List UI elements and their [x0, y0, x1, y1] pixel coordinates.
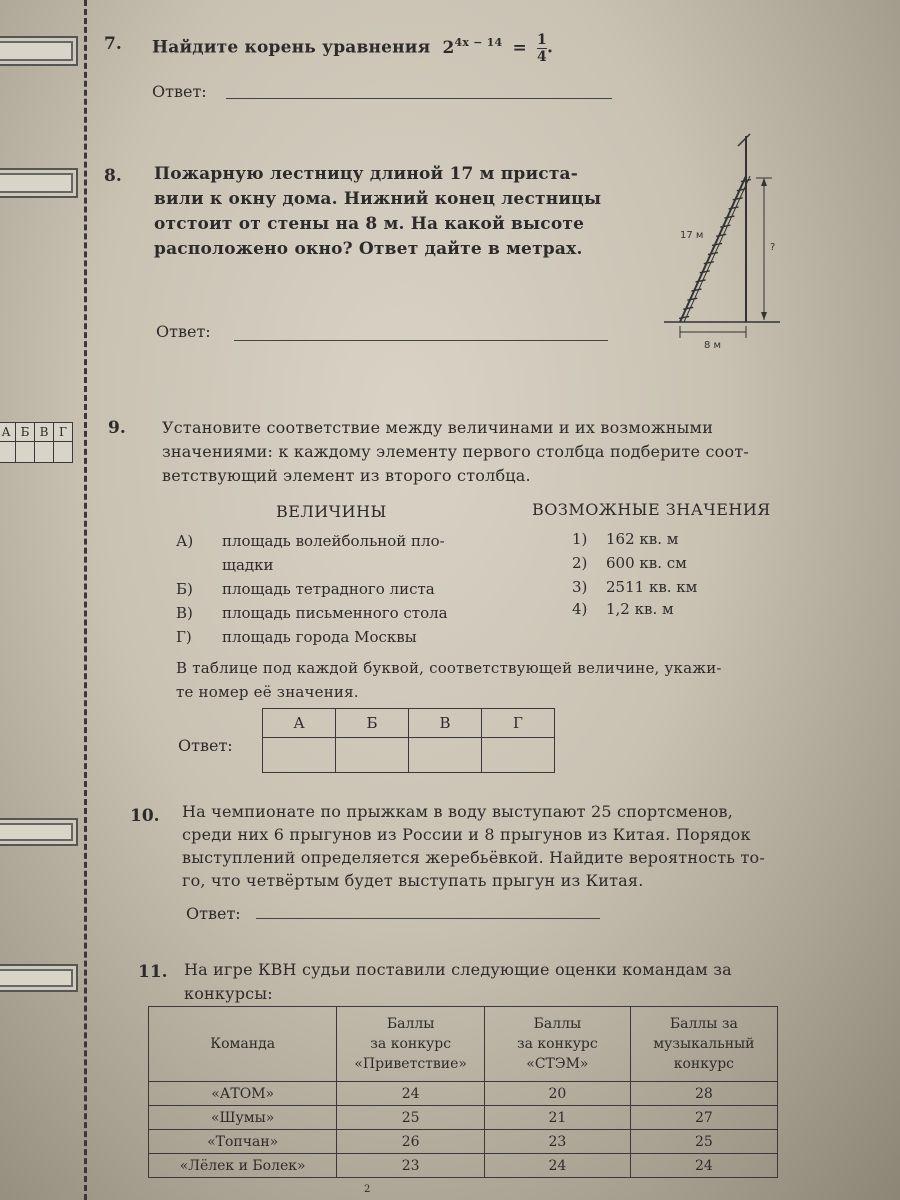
- q9-right-item: 2511 кв. км: [606, 578, 698, 596]
- q9-right-key: 1): [572, 530, 588, 548]
- q9-line-1: Установите соответствие между величинами и их возможными: [162, 418, 714, 437]
- ladder-rung: [691, 289, 701, 291]
- q11-cell: 25: [337, 1106, 485, 1130]
- margin-grid-letter: Б: [16, 423, 35, 442]
- q11-cell: 24: [337, 1082, 485, 1106]
- q10-line-3: выступлений определяется жеребьёвкой. Найдите вероятность то-: [182, 848, 765, 867]
- q10-line-2: среди них 6 прыгунов из России и 8 прыгунов из Китая. Порядок: [182, 825, 751, 844]
- q11-cell: «Лёлек и Болек»: [149, 1154, 337, 1178]
- ladder-length-label: 17 м: [680, 230, 704, 241]
- q11-header-cell: Команда: [149, 1007, 337, 1082]
- margin-grid-cell[interactable]: [16, 442, 35, 463]
- q9-table-letter: Г: [482, 709, 555, 738]
- margin-grid-cell[interactable]: [54, 442, 73, 463]
- q9-left-item: площадь тетрадного листа: [222, 580, 435, 598]
- q8-answer-label: Ответ:: [156, 322, 211, 341]
- q11-cell: 24: [630, 1154, 777, 1178]
- q11-line-2: конкурсы:: [184, 984, 273, 1003]
- ladder-rung: [712, 243, 722, 245]
- table-row: [149, 1106, 778, 1130]
- q9-table-cell[interactable]: [336, 738, 409, 773]
- q7-text: Найдите корень уравнения $2^{4x - 14}$ = $\frac{1}{4}$ .: [152, 31, 554, 65]
- base-label: 8 м: [704, 340, 722, 351]
- q9-column-2-title: ВОЗМОЖНЫЕ ЗНАЧЕНИЯ: [532, 500, 771, 519]
- q9-text: [162, 416, 749, 488]
- q9-number: 9.: [108, 418, 126, 438]
- q9-right-item: 162 кв. м: [606, 530, 679, 548]
- q9-left-item: площадь волейбольной пло-: [222, 532, 445, 550]
- q11-cell: 21: [485, 1106, 631, 1130]
- q9-table-letter: А: [263, 709, 336, 738]
- q9-note-1: В таблице под каждой буквой, соответствующей величине, укажи-: [176, 659, 722, 677]
- ladder-rung: [700, 271, 710, 273]
- ladder-rung: [720, 225, 730, 227]
- table-row: [149, 1082, 778, 1106]
- q7-exponent: 4x − 14: [454, 36, 503, 49]
- q7-fraction: [537, 32, 547, 65]
- q11-number: 11.: [138, 962, 168, 982]
- q9-left-key: В): [176, 604, 193, 622]
- ladder-rung: [729, 207, 739, 209]
- q7-frac-den: 4: [537, 48, 547, 65]
- q9-note: [176, 656, 722, 704]
- q7-answer-line[interactable]: [226, 98, 612, 99]
- q11-cell: 27: [630, 1106, 777, 1130]
- q9-answer-label: Ответ:: [178, 736, 233, 755]
- q11-cell: 24: [485, 1154, 631, 1178]
- q8-line-1: Пожарную лестницу длиной 17 м приста-: [154, 164, 579, 184]
- q9-right-item: 1,2 кв. м: [606, 600, 674, 618]
- q9-column-1-title: ВЕЛИЧИНЫ: [276, 502, 387, 521]
- ladder-rung: [724, 216, 734, 218]
- margin-grid-cell[interactable]: [0, 442, 16, 463]
- q9-left-item: площадь письменного стола: [222, 604, 448, 622]
- q11-cell: «Шумы»: [149, 1106, 337, 1130]
- q9-table-letter: Б: [336, 709, 409, 738]
- ladder-diagram: [660, 130, 790, 355]
- q11-text: [184, 958, 732, 1006]
- q9-note-2: те номер её значения.: [176, 683, 359, 701]
- q8-line-3: отстоит от стены на 8 м. На какой высоте: [154, 214, 585, 234]
- q11-cell: «Топчан»: [149, 1130, 337, 1154]
- q10-number: 10.: [130, 806, 160, 826]
- q9-left-item: площадь города Москвы: [222, 628, 417, 646]
- q10-line-1: На чемпионате по прыжкам в воду выступают 25 спортсменов,: [182, 802, 734, 821]
- q9-left-item: щадки: [222, 556, 274, 574]
- q8-text: [154, 162, 601, 262]
- q7-number: 7.: [104, 34, 122, 54]
- q9-right-key: 3): [572, 578, 588, 596]
- ladder-rung: [708, 253, 718, 255]
- q9-left-key: Г): [176, 628, 192, 646]
- q9-table-cell[interactable]: [263, 738, 336, 773]
- margin-grid-letter: А: [0, 423, 16, 442]
- margin-grid-cell[interactable]: [35, 442, 54, 463]
- q8-answer-line[interactable]: [234, 340, 608, 341]
- ladder-rung: [716, 234, 726, 236]
- margin-answer-grid-9[interactable]: [0, 422, 73, 463]
- margin-answer-box-11[interactable]: [0, 964, 78, 992]
- q9-answer-table[interactable]: [262, 708, 555, 773]
- q9-table-letter: В: [409, 709, 482, 738]
- q9-table-cell[interactable]: [482, 738, 555, 773]
- ladder-rung: [679, 316, 689, 318]
- margin-answer-box-7[interactable]: [0, 36, 78, 66]
- q9-table-cell[interactable]: [409, 738, 482, 773]
- q11-cell: 25: [630, 1130, 777, 1154]
- q7-base: 2: [442, 37, 455, 58]
- q11-score-table: [148, 1006, 778, 1178]
- q11-cell: 20: [485, 1082, 631, 1106]
- q10-line-4: го, что четвёртым будет выступать прыгун из Китая.: [182, 871, 644, 890]
- q8-number: 8.: [104, 166, 122, 186]
- margin-answer-box-10[interactable]: [0, 818, 78, 846]
- margin-answer-box-8[interactable]: [0, 168, 78, 198]
- q11-header-cell: Баллы за музыкальный конкурс: [630, 1007, 777, 1082]
- ladder-rung: [687, 298, 697, 300]
- q7-answer-label: Ответ:: [152, 82, 207, 101]
- q11-cell: 23: [337, 1154, 485, 1178]
- table-row: [149, 1154, 778, 1178]
- q11-cell: «АТОМ»: [149, 1082, 337, 1106]
- q11-cell: 26: [337, 1130, 485, 1154]
- height-label: ?: [770, 242, 776, 253]
- q11-cell: 28: [630, 1082, 777, 1106]
- margin-grid-letter: Г: [54, 423, 73, 442]
- ladder-rung: [704, 262, 714, 264]
- table-row: [149, 1130, 778, 1154]
- q9-left-key: А): [176, 532, 194, 550]
- cut-line: [84, 0, 87, 1200]
- q11-cell: 23: [485, 1130, 631, 1154]
- q9-left-key: Б): [176, 580, 193, 598]
- ladder-rung: [683, 307, 693, 309]
- q8-line-4: расположено окно? Ответ дайте в метрах.: [154, 239, 583, 259]
- ladder-rung: [741, 180, 751, 182]
- q11-header-row: [149, 1007, 778, 1082]
- q10-answer-label: Ответ:: [186, 904, 241, 923]
- q7-question: Найдите корень уравнения: [152, 37, 431, 58]
- ladder: [679, 176, 751, 322]
- q8-line-2: вили к окну дома. Нижний конец лестницы: [154, 189, 602, 209]
- q7-frac-num: 1: [537, 31, 547, 48]
- q11-header-cell: Баллы за конкурс «СТЭМ»: [485, 1007, 631, 1082]
- q9-right-item: 600 кв. см: [606, 554, 687, 572]
- ladder-rung: [733, 198, 743, 200]
- q11-line-1: На игре КВН судьи поставили следующие оценки командам за: [184, 960, 732, 979]
- q11-header-cell: Баллы за конкурс «Приветствие»: [337, 1007, 485, 1082]
- q7-equals: =: [512, 37, 527, 58]
- ladder-rung: [696, 280, 706, 282]
- q9-line-3: ветствующий элемент из второго столбца.: [162, 466, 531, 485]
- base-arrow: [680, 326, 746, 338]
- q9-right-key: 4): [572, 600, 588, 618]
- q10-answer-line[interactable]: [256, 918, 600, 919]
- page-footer-mark: 2: [364, 1184, 371, 1195]
- q10-text: [182, 800, 765, 892]
- margin-grid-letter: В: [35, 423, 54, 442]
- q9-line-2: значениями: к каждому элементу первого столбца подберите соот-: [162, 442, 750, 461]
- wall: [738, 134, 750, 322]
- q9-right-key: 2): [572, 554, 588, 572]
